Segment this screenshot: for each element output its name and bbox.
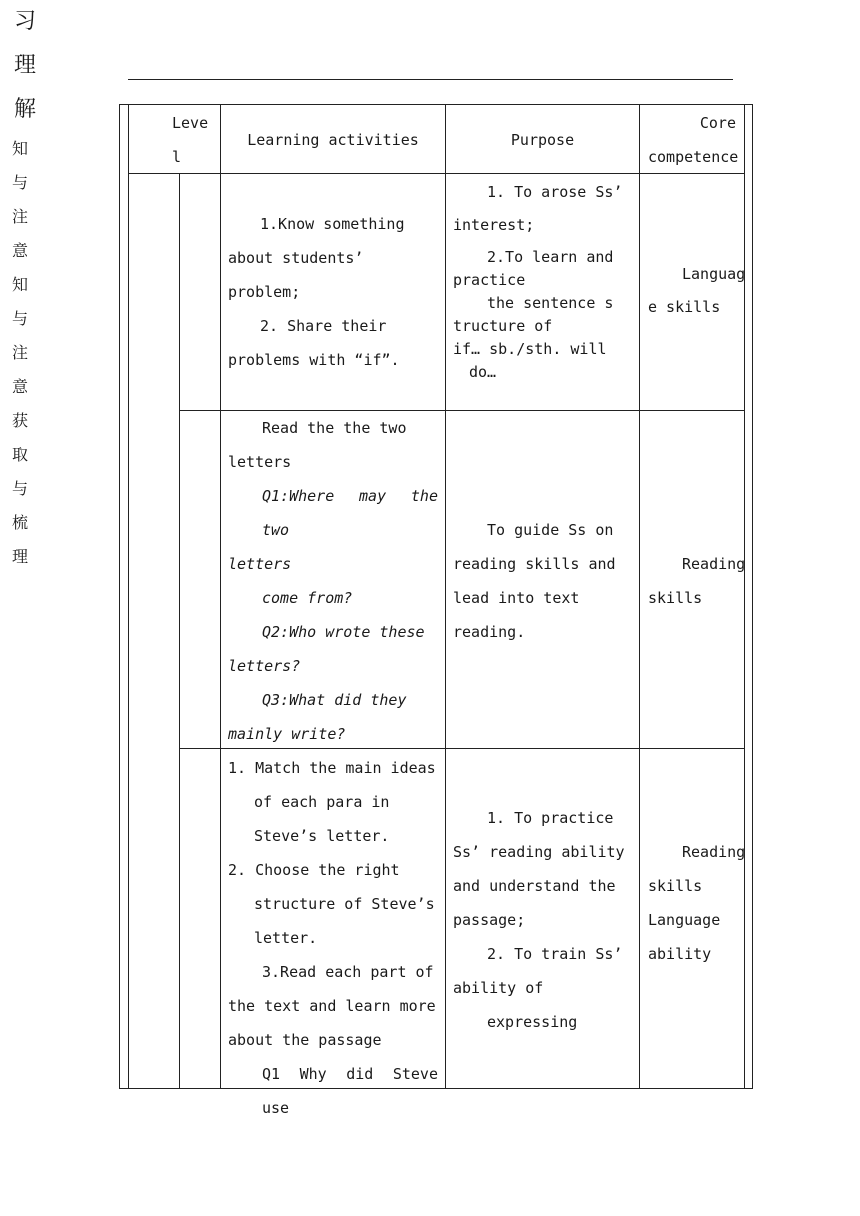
activity-line: structure of Steve’s [254, 895, 435, 913]
table-inner-left [128, 104, 129, 1089]
activity-line: Q1 Why did Steve use [262, 1065, 438, 1117]
activity-line: Q2:Who wrote these [262, 623, 425, 641]
activity-line: Read the the two [262, 419, 407, 437]
col-divider-purpose [445, 104, 446, 1089]
purpose-line: the sentence s [487, 294, 614, 312]
header-core-line: Core [699, 114, 736, 132]
core-line: e skills [648, 298, 721, 316]
purpose-line: 1. To arose Ss’ [487, 183, 623, 201]
header-level [172, 106, 208, 174]
purpose-line: if… sb./sth. will [453, 340, 607, 358]
activity-line: letters [228, 453, 292, 471]
purpose-line: tructure of [453, 317, 553, 335]
row3-purpose [453, 801, 633, 1039]
purpose-line: ability of [453, 979, 544, 997]
activity-line: come from? [262, 589, 353, 607]
activity-line: of each para in [254, 793, 390, 811]
header-level-line: l [172, 148, 182, 166]
sub-char: 与 [11, 173, 28, 192]
purpose-line: and understand the [453, 877, 616, 895]
sub-char: 意 [11, 241, 28, 260]
purpose-line: To guide Ss on [487, 521, 614, 539]
activity-line: mainly write? [228, 725, 346, 743]
activity-line: letters [228, 555, 292, 573]
activity-line: letters? [228, 657, 301, 675]
sub-char: 梳 [11, 513, 28, 532]
core-line: Reading [682, 843, 746, 861]
activity-line: the text and learn more [228, 997, 436, 1015]
sub-char: 获 [11, 411, 28, 430]
group-char: 习 [13, 9, 36, 34]
activity-line: 2. Choose the right [228, 861, 400, 879]
activity-line: problems with “if”. [228, 351, 400, 369]
header-core-line: competence [648, 148, 739, 166]
sub-char: 理 [11, 547, 28, 566]
group-label [0, 0, 50, 132]
activity-line: 2. Share their [260, 317, 387, 335]
activity-line: about students’ [228, 249, 364, 267]
table-border-left [119, 104, 120, 1089]
col-divider-core [639, 104, 640, 1089]
purpose-line: passage; [453, 911, 526, 929]
sub-char: 取 [11, 445, 28, 464]
row1-sub-label [0, 132, 40, 268]
sub-char: 意 [11, 377, 28, 396]
purpose-line: interest; [453, 216, 535, 234]
header-level-line: Leve [172, 114, 209, 132]
sub-char: 注 [11, 343, 28, 362]
purpose-line: reading. [453, 623, 526, 641]
table-top-border [119, 104, 753, 105]
activity-line: problem; [228, 283, 301, 301]
header-activities: Learning activities [247, 131, 419, 149]
group-char: 理 [13, 53, 36, 78]
header-core [648, 106, 739, 174]
row1-core [648, 258, 744, 324]
activity-line: letter. [254, 929, 318, 947]
sub-char: 知 [11, 275, 28, 294]
activity-line: about the passage [228, 1031, 382, 1049]
col-divider-activities [220, 104, 221, 1089]
row1-purpose [453, 180, 633, 384]
purpose-line: 2. To train Ss’ [487, 945, 623, 963]
purpose-line: reading skills and [453, 555, 616, 573]
sub-char: 与 [11, 479, 28, 498]
row3-sub-label [0, 404, 40, 574]
core-line: Languag [682, 265, 746, 283]
row2-core [648, 547, 744, 615]
row2-purpose [453, 513, 633, 649]
core-line: Language [648, 911, 721, 929]
purpose-line: practice [453, 271, 526, 289]
row1-activities [228, 207, 438, 377]
table-border-right [752, 104, 753, 1089]
group-char: 解 [13, 97, 36, 122]
activity-line: Steve’s letter. [254, 827, 390, 845]
purpose-line: expressing [487, 1013, 578, 1031]
activity-line: 1.Know something [260, 215, 405, 233]
purpose-line: do… [469, 363, 497, 381]
sub-char: 知 [11, 139, 28, 158]
purpose-line: 1. To practice [487, 809, 614, 827]
activity-line: 1. Match the main ideas [228, 759, 436, 777]
header-purpose: Purpose [510, 131, 575, 149]
purpose-line: lead into text [453, 589, 580, 607]
purpose-line: 2.To learn and [487, 248, 614, 266]
purpose-line: Ss’ reading ability [453, 843, 625, 861]
row2-sub-label [0, 268, 40, 404]
row3-activities [228, 751, 438, 1125]
sub-char: 注 [11, 207, 28, 226]
core-line: skills [648, 877, 703, 895]
core-line: Reading [682, 555, 746, 573]
col-divider-sub [179, 174, 180, 1089]
header-rule [128, 79, 733, 80]
table-inner-right [744, 104, 745, 1089]
row3-core [648, 835, 744, 971]
activity-line: Q3:What did they [262, 691, 407, 709]
sub-char: 与 [11, 309, 28, 328]
row2-activities [228, 411, 438, 751]
activity-line: Q1:Where may the two [262, 487, 438, 539]
core-line: skills [648, 589, 703, 607]
activity-line: 3.Read each part of [262, 963, 434, 981]
core-line: ability [648, 945, 712, 963]
